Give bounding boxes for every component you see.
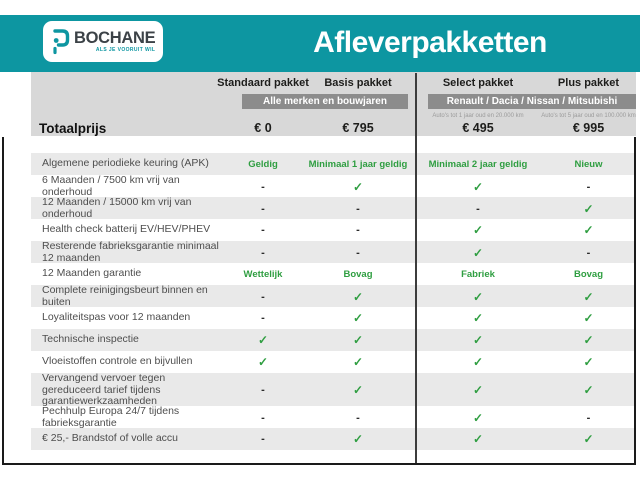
dash-icon: - — [586, 411, 591, 424]
price-plus: € 995 — [572, 121, 605, 135]
price-standaard: € 0 — [254, 121, 272, 135]
feature-value-cell — [415, 355, 541, 369]
feature-value-cell — [541, 181, 636, 193]
check-icon: ✓ — [583, 289, 594, 304]
check-icon: ✓ — [583, 311, 594, 325]
feature-value-cell — [541, 333, 636, 347]
feature-value-cell — [415, 383, 541, 397]
total-price-row — [31, 120, 636, 136]
feature-label: 12 Maanden garantie — [42, 267, 142, 280]
check-icon: ✓ — [352, 383, 364, 398]
feature-value-cell — [301, 311, 415, 325]
feature-value-cell — [225, 269, 301, 280]
check-icon: ✓ — [257, 333, 269, 347]
feature-value-cell — [225, 159, 301, 170]
table-right-border — [634, 137, 636, 465]
table-row — [31, 197, 636, 219]
table-row — [31, 285, 636, 307]
price-basis: € 795 — [342, 121, 374, 135]
feature-value-cell — [225, 312, 301, 324]
dash-icon: - — [261, 433, 265, 445]
column-header-label: Basis pakket — [324, 77, 392, 89]
feature-label: Complete reinigingsbeurt binnen en buiten — [42, 284, 208, 308]
feature-value-cell — [415, 290, 541, 304]
table-row — [31, 241, 636, 263]
spacer-cell — [31, 111, 225, 120]
check-icon: ✓ — [583, 432, 594, 446]
check-icon: ✓ — [472, 223, 484, 237]
feature-value-text: Fabriek — [461, 268, 495, 280]
check-icon: ✓ — [352, 289, 364, 304]
feature-value-cell — [415, 203, 541, 215]
check-icon: ✓ — [472, 311, 484, 325]
check-icon: ✓ — [583, 333, 594, 347]
dash-icon: - — [261, 202, 265, 215]
dash-icon: - — [261, 411, 265, 424]
price-select: € 495 — [462, 121, 494, 135]
feature-label: Vloeistoffen controle en bijvullen — [42, 355, 193, 368]
feature-value-cell — [541, 383, 636, 397]
table-bottom-border — [2, 463, 636, 465]
dash-icon: - — [261, 384, 265, 397]
feature-value-cell — [301, 412, 415, 424]
feature-value-cell — [225, 224, 301, 236]
column-header-label: Plus pakket — [557, 77, 620, 89]
feature-value-cell — [541, 412, 636, 424]
table-row — [31, 351, 636, 373]
check-icon: ✓ — [583, 383, 594, 398]
feature-value-cell — [301, 180, 415, 194]
feature-label: Health check batterij EV/HEV/PHEV — [42, 223, 211, 236]
feature-value-cell — [225, 291, 301, 303]
feature-value-cell — [301, 269, 415, 280]
feature-label: Algemene periodieke keuring (APK) — [42, 157, 209, 170]
total-price-label: Totaalprijs — [39, 120, 107, 136]
spacer-cell — [301, 111, 415, 120]
feature-value-cell — [225, 333, 301, 347]
table-row — [31, 373, 636, 406]
table-row — [31, 219, 636, 241]
check-icon: ✓ — [472, 179, 484, 194]
dash-icon: - — [261, 312, 265, 324]
feature-value-cell — [541, 223, 636, 237]
column-header-basis — [301, 72, 415, 94]
column-header-label: Standaard pakket — [217, 77, 309, 89]
feature-value-cell — [225, 203, 301, 215]
check-icon: ✓ — [472, 355, 484, 369]
feature-label: Pechhulp Europa 24/7 tijdens fabrieksgarantie — [42, 405, 180, 429]
feature-value-cell — [415, 223, 541, 237]
check-icon: ✓ — [472, 383, 484, 398]
feature-value-cell — [541, 159, 636, 170]
logo-tagline: ALS JE VOORUIT WIL — [95, 47, 156, 53]
dash-icon: - — [356, 202, 360, 215]
feature-value-cell — [301, 224, 415, 236]
check-icon: ✓ — [352, 311, 364, 325]
feature-value-cell — [415, 432, 541, 446]
check-icon: ✓ — [472, 333, 484, 347]
feature-value-cell — [301, 247, 415, 259]
dash-icon: - — [476, 202, 480, 215]
check-icon: ✓ — [583, 201, 594, 216]
table-row — [31, 263, 636, 285]
badge-renault-group: Renault / Dacia / Nissan / Mitsubishi — [428, 94, 636, 109]
column-header-select — [415, 72, 541, 94]
bochane-logo[interactable] — [43, 21, 163, 62]
page-title: Afleverpakketten — [313, 26, 547, 59]
dash-icon: - — [356, 246, 360, 259]
feature-value-cell — [541, 290, 636, 304]
column-header-standaard — [217, 72, 309, 94]
notes-row — [31, 111, 636, 120]
check-icon: ✓ — [583, 355, 594, 369]
feature-value-cell — [301, 432, 415, 446]
feature-value-text: Nieuw — [574, 158, 603, 170]
check-icon: ✓ — [257, 355, 269, 369]
feature-value-text: Minimaal 2 jaar geldig — [428, 158, 528, 170]
dash-icon: - — [586, 180, 591, 193]
feature-value-cell — [541, 269, 636, 280]
check-icon: ✓ — [352, 333, 364, 347]
check-icon: ✓ — [472, 289, 484, 304]
spacer-cell — [31, 72, 225, 94]
column-header-label: Select pakket — [442, 77, 514, 89]
feature-value-cell — [415, 411, 541, 425]
dash-icon: - — [261, 180, 265, 193]
pricing-header-band — [31, 72, 636, 136]
column-header-plus — [541, 72, 636, 94]
feature-value-cell — [225, 384, 301, 396]
badge-all-brands: Alle merken en bouwjaren — [242, 94, 408, 109]
logo-text — [74, 30, 155, 53]
logo-name: BOCHANE — [74, 29, 156, 47]
table-row — [31, 153, 636, 175]
dash-icon: - — [261, 246, 265, 259]
feature-label: 12 Maanden / 15000 km vrij van onderhoud — [42, 196, 192, 220]
feature-value-cell — [225, 181, 301, 193]
feature-value-cell — [301, 159, 415, 170]
check-icon: ✓ — [352, 355, 364, 369]
dash-icon: - — [586, 246, 591, 259]
feature-value-cell — [415, 159, 541, 170]
check-icon: ✓ — [472, 432, 484, 446]
feature-value-cell — [225, 433, 301, 445]
check-icon: ✓ — [352, 432, 364, 446]
brand-badges-row — [31, 94, 636, 111]
table-row — [31, 428, 636, 450]
check-icon: ✓ — [583, 223, 594, 237]
feature-value-cell — [301, 333, 415, 347]
dash-icon: - — [356, 224, 360, 236]
feature-value-cell — [541, 432, 636, 446]
feature-value-cell — [415, 333, 541, 347]
feature-value-cell — [301, 203, 415, 215]
feature-value-cell — [415, 269, 541, 280]
table-row — [31, 175, 636, 197]
plus-pakket-note: Auto's tot 5 jaar oud en 100.000 km — [541, 112, 636, 119]
section-divider-line — [415, 73, 417, 463]
feature-label: Technische inspectie — [42, 333, 139, 346]
dash-icon: - — [261, 224, 265, 236]
feature-value-cell — [225, 247, 301, 259]
feature-label: Vervangend vervoer tegen gereduceerd tarief tijdens garantiewerkzaamheden — [42, 372, 166, 407]
feature-value-text: Bovag — [573, 268, 604, 280]
feature-value-text: Geldig — [248, 158, 278, 170]
column-headers — [31, 72, 636, 94]
spacer-cell — [225, 111, 301, 120]
feature-value-cell — [541, 247, 636, 259]
feature-value-cell — [301, 290, 415, 304]
dash-icon: - — [261, 290, 265, 303]
table-row — [31, 307, 636, 329]
check-icon: ✓ — [352, 179, 364, 194]
feature-value-text: Bovag — [343, 268, 373, 280]
feature-value-cell — [225, 355, 301, 369]
check-icon: ✓ — [472, 410, 484, 425]
feature-value-cell — [301, 383, 415, 397]
select-pakket-note: Auto's tot 1 jaar oud en 20.000 km — [432, 112, 524, 119]
feature-value-cell — [225, 412, 301, 424]
feature-rows — [31, 153, 636, 450]
feature-value-text: Minimaal 1 jaar geldig — [308, 158, 408, 170]
dash-icon: - — [356, 411, 360, 424]
bochane-b-icon — [50, 28, 70, 55]
feature-label: € 25,- Brandstof of volle accu — [42, 432, 178, 445]
feature-value-text: Wettelijk — [243, 268, 283, 280]
feature-value-cell — [415, 246, 541, 260]
check-icon: ✓ — [472, 245, 484, 260]
feature-value-cell — [541, 355, 636, 369]
feature-value-cell — [415, 180, 541, 194]
table-row — [31, 329, 636, 351]
table-row — [31, 406, 636, 428]
feature-label: Resterende fabrieksgarantie minimaal 12 maanden — [42, 240, 219, 264]
feature-label: Loyaliteitspas voor 12 maanden — [42, 311, 191, 324]
feature-value-cell — [301, 355, 415, 369]
feature-value-cell — [415, 311, 541, 325]
feature-label: 6 Maanden / 7500 km vrij van onderhoud — [42, 174, 180, 198]
table-left-border — [2, 137, 4, 465]
header-bar — [0, 15, 640, 72]
feature-value-cell — [541, 202, 636, 216]
feature-value-cell — [541, 311, 636, 325]
